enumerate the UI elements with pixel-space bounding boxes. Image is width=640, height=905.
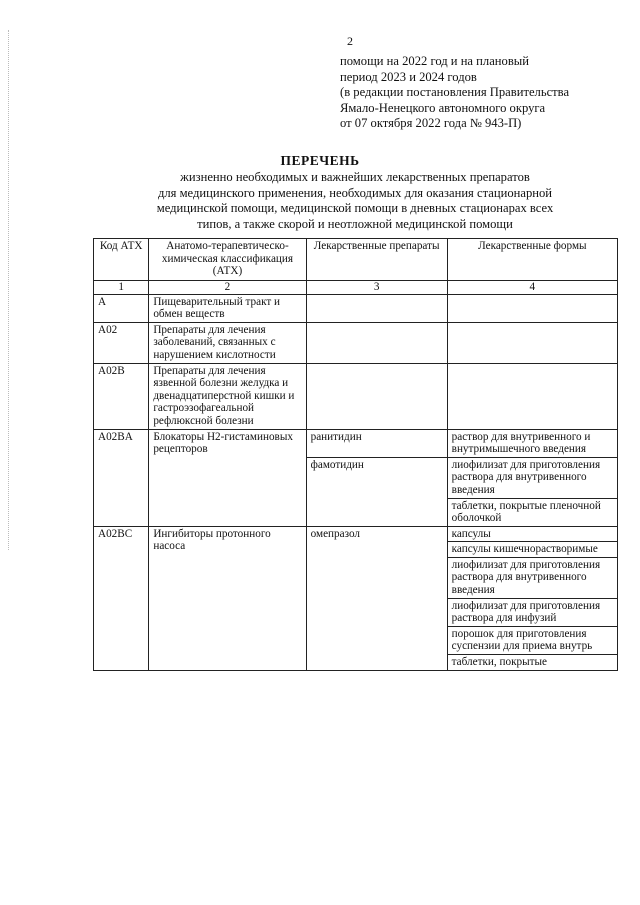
table-row — [94, 526, 618, 542]
drug-name: омепразол — [306, 526, 447, 670]
column-number: 3 — [306, 281, 447, 295]
atc-class: Ингибиторы протонного насоса — [149, 526, 306, 670]
empty-cell — [447, 363, 617, 429]
dosage-form: таблетки, покрытые пленочной оболочкой — [447, 498, 617, 526]
dosage-form: раствор для внутривенного и внутримышечного введения — [447, 429, 617, 457]
subtitle-line: для медицинского применения, необходимых для оказания стационарной — [157, 185, 553, 200]
document-title: ПЕРЕЧЕНЬ — [280, 153, 360, 168]
atc-class: Препараты для лечения заболеваний, связанных с нарушением кислотности — [149, 322, 306, 363]
drug-name: ранитидин — [306, 429, 447, 457]
header-line: помощи на 2022 год и на плановый — [340, 54, 529, 68]
document-subtitle — [95, 170, 615, 232]
header-drugs: Лекарственные препараты — [306, 239, 447, 281]
dosage-form: лиофилизат для приготовления раствора для внутривенного введения — [447, 457, 617, 498]
atc-code: A02BA — [94, 429, 149, 526]
empty-cell — [306, 294, 447, 322]
header-line: (в редакции постановления Правительства — [340, 85, 570, 99]
document-header — [340, 54, 630, 132]
atc-table — [93, 238, 618, 671]
column-number: 4 — [447, 281, 617, 295]
atc-class: Препараты для лечения язвенной болезни желудка и двенадцатиперстной кишки и гастроэзофагеальной рефлюксной болезни — [149, 363, 306, 429]
atc-class: Пищеварительный тракт и обмен веществ — [149, 294, 306, 322]
dosage-form: капсулы — [447, 526, 617, 542]
empty-cell — [447, 322, 617, 363]
header-forms: Лекарственные формы — [447, 239, 617, 281]
header-line: Ямало-Ненецкого автономного округа — [340, 100, 546, 115]
atc-code: A02B — [94, 363, 149, 429]
drug-name: фамотидин — [306, 457, 447, 526]
empty-cell — [306, 363, 447, 429]
header-line: период 2023 и 2024 годов — [340, 69, 477, 84]
dosage-form: порошок для приготовления суспензии для приема внутрь — [447, 626, 617, 654]
table-header-row — [94, 239, 618, 281]
dosage-form: таблетки, покрытые — [447, 655, 617, 671]
empty-cell — [447, 294, 617, 322]
table-row — [94, 322, 618, 363]
scan-margin-marks — [8, 30, 13, 550]
atc-code: A — [94, 294, 149, 322]
subtitle-line: типов, а также скорой и неотложной медицинской помощи — [197, 216, 513, 231]
header-line: от 07 октября 2022 года № 943-П) — [340, 116, 522, 130]
dosage-form: лиофилизат для приготовления раствора для внутривенного введения — [447, 557, 617, 598]
table-row — [94, 429, 618, 457]
table-row — [94, 363, 618, 429]
subtitle-line: медицинской помощи, медицинской помощи в дневных стационарах всех — [156, 201, 554, 216]
header-code: Код АТХ — [94, 239, 149, 281]
column-number: 1 — [94, 281, 149, 295]
atc-code: A02BC — [94, 526, 149, 670]
column-number: 2 — [149, 281, 306, 295]
column-number-row — [94, 281, 618, 295]
dosage-form: лиофилизат для приготовления раствора для инфузий — [447, 598, 617, 626]
subtitle-line: жизненно необходимых и важнейших лекарственных препаратов — [180, 170, 530, 184]
empty-cell — [306, 322, 447, 363]
table-row — [94, 294, 618, 322]
page-number: 2 — [347, 34, 353, 48]
header-classification: Анатомо-терапевтическо-химическая классификация (АТХ) — [149, 239, 306, 281]
atc-code: A02 — [94, 322, 149, 363]
dosage-form: капсулы кишечнорастворимые — [447, 542, 617, 558]
atc-class: Блокаторы Н2-гистаминовых рецепторов — [149, 429, 306, 526]
